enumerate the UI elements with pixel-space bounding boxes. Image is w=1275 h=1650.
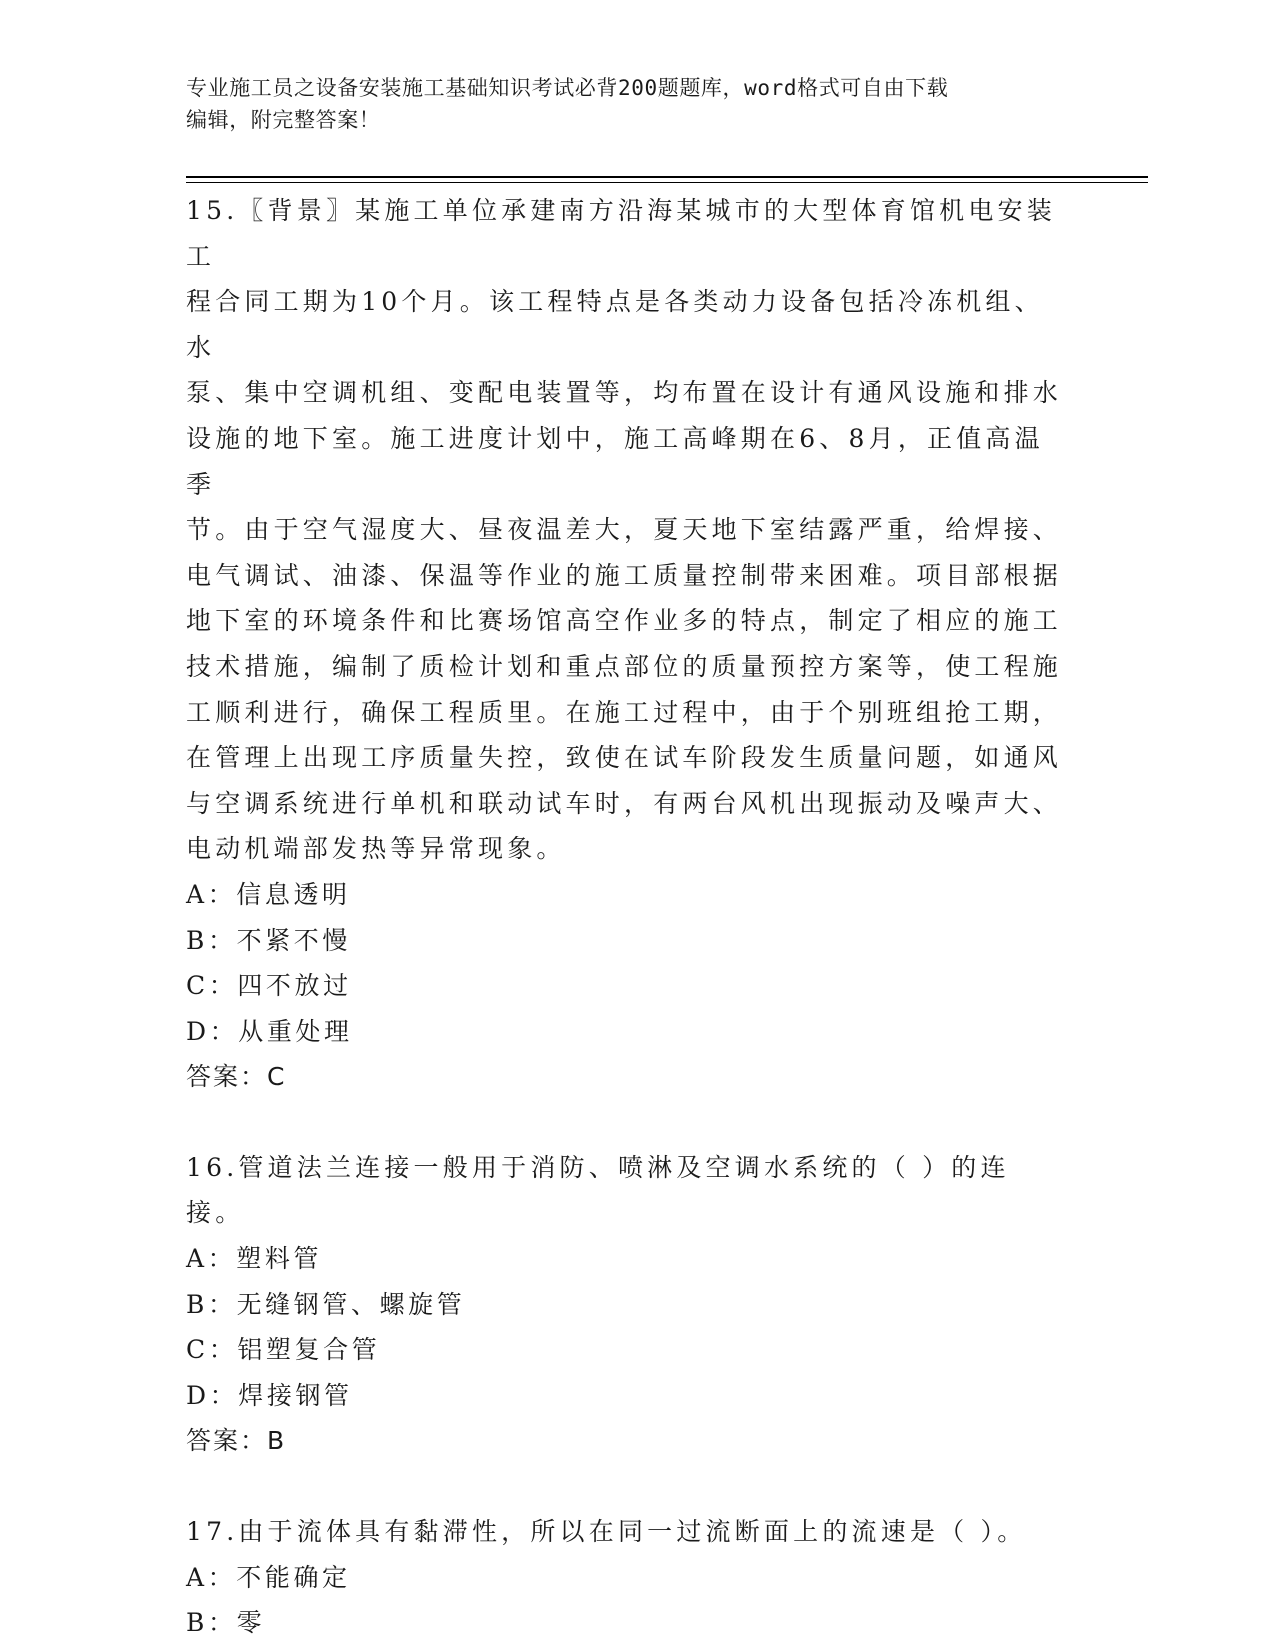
question-16-answer: 答案：B xyxy=(186,1426,287,1456)
question-spacer xyxy=(186,1464,1066,1509)
question-15-line: 设施的地下室。施工进度计划中，施工高峰期在6、8月，正值高温季 xyxy=(186,423,1044,499)
question-17-option-a: A：不能确定 xyxy=(186,1562,351,1592)
question-15-answer: 答案：C xyxy=(186,1062,287,1092)
question-list xyxy=(186,188,1066,1646)
question-16-option-d: D：焊接钢管 xyxy=(186,1380,353,1410)
question-16-option-a: A：塑料管 xyxy=(186,1244,323,1274)
header-divider-thick xyxy=(186,176,1148,178)
question-15-line: 与空调系统进行单机和联动试车时，有两台风机出现振动及噪声大、 xyxy=(186,788,1063,818)
question-15 xyxy=(186,188,1066,1100)
question-16 xyxy=(186,1145,1066,1464)
question-15-option-b: B：不紧不慢 xyxy=(186,925,351,955)
question-17 xyxy=(186,1509,1066,1646)
question-15-line: 泵、集中空调机组、变配电装置等，均布置在设计有通风设施和排水 xyxy=(186,378,1063,408)
question-16-option-b: B：无缝钢管、螺旋管 xyxy=(186,1289,466,1319)
question-15-line: 节。由于空气湿度大、昼夜温差大，夏天地下室结露严重，给焊接、 xyxy=(186,515,1063,545)
header-title-line-2: 编辑，附完整答案！ xyxy=(186,108,381,132)
question-spacer xyxy=(186,1100,1066,1145)
question-15-line: 电动机端部发热等异常现象。 xyxy=(186,834,566,864)
question-15-line: 在管理上出现工序质量失控，致使在试车阶段发生质量问题，如通风 xyxy=(186,743,1063,773)
document-header xyxy=(186,72,1066,136)
question-15-line: 工顺利进行，确保工程质里。在施工过程中，由于个别班组抢工期， xyxy=(186,697,1063,727)
question-17-line: 17.由于流体具有黏滞性，所以在同一过流断面上的流速是（ ）。 xyxy=(186,1517,1027,1547)
question-15-line: 地下室的环境条件和比赛场馆高空作业多的特点，制定了相应的施工 xyxy=(186,606,1063,636)
question-15-line: 程合同工期为10个月。该工程特点是各类动力设备包括冷冻机组、水 xyxy=(186,287,1044,362)
question-15-line: 15.〖背景〗某施工单位承建南方沿海某城市的大型体育馆机电安装工 xyxy=(186,196,1056,271)
question-15-line: 电气调试、油漆、保温等作业的施工质量控制带来困难。项目部根据 xyxy=(186,560,1063,590)
header-title-line-1: 专业施工员之设备安装施工基础知识考试必背200题题库，word格式可自由下载 xyxy=(186,76,949,100)
question-17-option-b: B：零 xyxy=(186,1608,266,1638)
question-16-option-c: C：铝塑复合管 xyxy=(186,1335,381,1365)
question-15-option-d: D：从重处理 xyxy=(186,1016,353,1046)
question-16-line: 16.管道法兰连接一般用于消防、喷淋及空调水系统的（ ）的连接。 xyxy=(186,1152,1010,1228)
question-15-option-c: C：四不放过 xyxy=(186,971,352,1001)
question-15-option-a: A：信息透明 xyxy=(186,879,351,909)
header-divider-thin xyxy=(186,182,1148,183)
question-15-line: 技术措施，编制了质检计划和重点部位的质量预控方案等，使工程施 xyxy=(186,651,1063,681)
